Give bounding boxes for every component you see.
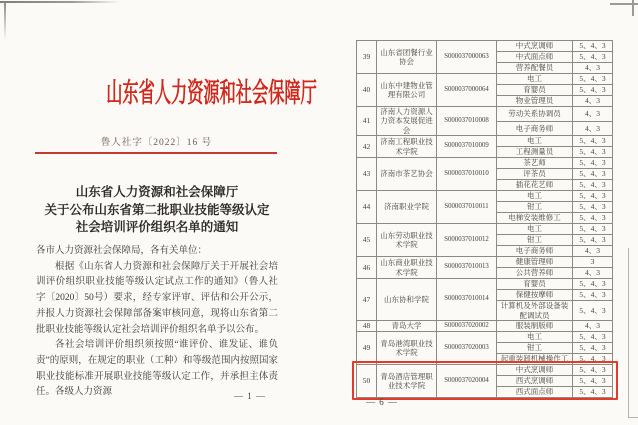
org-table bbox=[356, 40, 613, 398]
levels: 4、3 bbox=[573, 96, 613, 107]
occupation: 电工 bbox=[497, 224, 573, 235]
org-table-body bbox=[357, 41, 613, 398]
levels: 5、4、3 bbox=[573, 169, 613, 180]
table-row bbox=[357, 74, 613, 85]
org-name: 青岛港湾职业技术学院 bbox=[377, 331, 437, 364]
scan-edge-top-left-horizontal bbox=[0, 1, 120, 3]
occupation: 中式面点师 bbox=[497, 52, 573, 63]
red-divider-line bbox=[35, 152, 277, 154]
levels: 5、4、3 bbox=[573, 52, 613, 63]
occupation: 电子商务师 bbox=[497, 121, 573, 136]
levels: 4、3 bbox=[573, 246, 613, 257]
org-code: S000037010013 bbox=[437, 257, 497, 279]
table-row bbox=[357, 107, 613, 122]
org-code: S000037020003 bbox=[437, 331, 497, 364]
occupation: 公共营养师 bbox=[497, 268, 573, 279]
table-row bbox=[357, 158, 613, 169]
org-code: S000037000064 bbox=[437, 74, 497, 107]
occupation: 钳工 bbox=[497, 235, 573, 246]
org-code: S000037010010 bbox=[437, 158, 497, 191]
levels: 5、4、3 bbox=[573, 235, 613, 246]
levels: 5、4、3 bbox=[573, 158, 613, 169]
salutation: 各市人力资源社会保障局，各有关单位： bbox=[36, 246, 208, 256]
org-code: S000037010008 bbox=[437, 107, 497, 136]
org-name: 济南市茶艺协会 bbox=[377, 158, 437, 191]
org-code: S000037000063 bbox=[437, 41, 497, 74]
occupation: 电梯安装维修工 bbox=[497, 213, 573, 224]
org-code: S000037010014 bbox=[437, 279, 497, 321]
org-name: 山东中建物业管理有限公司 bbox=[377, 74, 437, 107]
levels: 5、4、3 bbox=[573, 74, 613, 85]
row-number: 44 bbox=[357, 191, 377, 224]
occupation: 营养配餐员 bbox=[497, 63, 573, 74]
body-paragraph-2: 各社会培训评价组织须按照“谁评价、谁发证、谁负责”的原则，在规定的职业（工种）和等级范围内按照国家职业技能标准开展职业技能等级认定工作，并承担主体责任。各级人力资源 bbox=[36, 340, 278, 398]
org-name: 济南职业学院 bbox=[377, 191, 437, 224]
table-row bbox=[357, 136, 613, 147]
org-name: 山东商业职业技术学院 bbox=[377, 257, 437, 279]
occupation: 中式烹调师 bbox=[497, 41, 573, 52]
levels: 5、4、3 bbox=[573, 147, 613, 158]
occupation: 评茶员 bbox=[497, 169, 573, 180]
body-paragraph-1: 根据《山东省人力资源和社会保障厅关于开展社会培训评价组织职业技能等级认定试点工作的通知》（鲁人社字〔2020〕50号）要求，经专家评审、评估和公开公示，并报人力资源社会保障部备案审核同意，现将山东省第二批职业技能等级认定社会培训评价组织名单予以公布。 bbox=[36, 261, 278, 335]
table-row bbox=[357, 41, 613, 52]
occupation: 物业管理员 bbox=[497, 96, 573, 107]
levels: 5、4、3 bbox=[573, 290, 613, 301]
org-name: 山东省团餐行业协会 bbox=[377, 41, 437, 74]
occupation: 计算机及外部设备装配调试员 bbox=[497, 301, 573, 321]
org-name: 青岛大学 bbox=[377, 320, 437, 331]
table-row bbox=[357, 224, 613, 235]
org-name: 济南人力资源人力资本发展促进会 bbox=[377, 107, 437, 136]
notice-title-line-3: 社会培训评价组织名单的通知 bbox=[75, 220, 239, 234]
occupation: 钳工 bbox=[497, 342, 573, 353]
org-code: S000037020004 bbox=[437, 364, 497, 397]
levels: 5、4、3 bbox=[573, 279, 613, 290]
levels: 5、4、3 bbox=[573, 353, 613, 364]
occupation: 服装制版师 bbox=[497, 320, 573, 331]
levels: 5、4、3 bbox=[573, 191, 613, 202]
row-number: 45 bbox=[357, 224, 377, 257]
agency-red-header bbox=[36, 78, 317, 108]
occupation: 育婴员 bbox=[497, 85, 573, 96]
org-code: S000037020002 bbox=[437, 320, 497, 331]
occupation: 西式面点师 bbox=[497, 386, 573, 397]
scan-edge-top-right-vertical bbox=[632, 0, 634, 16]
page-number-left: — 1 — bbox=[234, 391, 266, 401]
occupation: 插花花艺师 bbox=[497, 180, 573, 191]
occupation: 电子商务师 bbox=[497, 246, 573, 257]
org-name: 青岛酒店管理职业技术学院 bbox=[377, 364, 437, 397]
occupation: 工程测量员 bbox=[497, 147, 573, 158]
occupation: 起重装卸机械操作工 bbox=[497, 353, 573, 364]
agency-red-header-text: 山东省人力资源和社会保障厅 bbox=[106, 78, 317, 108]
levels: 4、3 bbox=[573, 320, 613, 331]
org-code: S000037010009 bbox=[437, 136, 497, 158]
page-number-right: — 6 — bbox=[366, 397, 398, 407]
table-row bbox=[357, 191, 613, 202]
org-code: S000037010012 bbox=[437, 224, 497, 257]
occupation: 电工 bbox=[497, 136, 573, 147]
table-row bbox=[357, 257, 613, 268]
org-code: S000037010011 bbox=[437, 191, 497, 224]
levels: 5、4、3 bbox=[573, 364, 613, 375]
row-number: 49 bbox=[357, 331, 377, 364]
scan-edge-top-left-vertical bbox=[4, 2, 6, 40]
occupation: 电工 bbox=[497, 331, 573, 342]
levels: 5、4、3 bbox=[573, 180, 613, 191]
levels: 5、4、3 bbox=[573, 386, 613, 397]
org-name: 山东劳动职业技术学院 bbox=[377, 224, 437, 257]
org-name: 山东协和学院 bbox=[377, 279, 437, 321]
row-number: 48 bbox=[357, 320, 377, 331]
levels: 5、4、3 bbox=[573, 85, 613, 96]
occupation: 西式烹调师 bbox=[497, 375, 573, 386]
levels: 3 bbox=[573, 257, 613, 268]
notice-body bbox=[36, 244, 278, 401]
scan-edge-bottom-right-vertical bbox=[628, 248, 629, 418]
table-row bbox=[357, 331, 613, 342]
row-number: 40 bbox=[357, 74, 377, 107]
document-number: 鲁人社字〔2022〕16 号 bbox=[100, 138, 213, 148]
levels: 5、4、3 bbox=[573, 375, 613, 386]
levels: 5、4、3 bbox=[573, 136, 613, 147]
levels: 5、4、3 bbox=[573, 224, 613, 235]
occupation: 健康管理师 bbox=[497, 257, 573, 268]
row-number: 42 bbox=[357, 136, 377, 158]
notice-title bbox=[21, 184, 293, 237]
org-name: 济南工程职业技术学院 bbox=[377, 136, 437, 158]
occupation: 电工 bbox=[497, 74, 573, 85]
table-row bbox=[357, 279, 613, 290]
row-number: 41 bbox=[357, 107, 377, 136]
row-number: 46 bbox=[357, 257, 377, 279]
table-row bbox=[357, 364, 613, 375]
row-number: 47 bbox=[357, 279, 377, 321]
scan-edge-bottom-right-horizontal bbox=[628, 417, 638, 418]
levels: 5、4、3 bbox=[573, 213, 613, 224]
notice-title-line-1: 山东省人力资源和社会保障厅 bbox=[75, 185, 239, 199]
occupation: 育婴员 bbox=[497, 279, 573, 290]
notice-title-line-2: 关于公布山东省第二批职业技能等级认定 bbox=[44, 202, 270, 217]
levels: 4、3 bbox=[573, 63, 613, 74]
table-row bbox=[357, 320, 613, 331]
row-number: 39 bbox=[357, 41, 377, 74]
levels: 4、3 bbox=[573, 268, 613, 279]
occupation: 中式烹调师 bbox=[497, 364, 573, 375]
levels: 5、4、3 bbox=[573, 342, 613, 353]
occupation: 保健按摩师 bbox=[497, 290, 573, 301]
row-number: 43 bbox=[357, 158, 377, 191]
levels: 5、4、3 bbox=[573, 331, 613, 342]
occupation: 茶艺师 bbox=[497, 158, 573, 169]
row-number: 50 bbox=[357, 364, 377, 397]
levels: 4、3 bbox=[573, 121, 613, 136]
occupation: 钳工 bbox=[497, 202, 573, 213]
occupation: 劳动关系协调员 bbox=[497, 107, 573, 122]
scan-edge-top-right-horizontal bbox=[610, 3, 638, 5]
levels: 5、4、3 bbox=[573, 41, 613, 52]
levels: 5、4、3 bbox=[573, 301, 613, 321]
levels: 5、4、3 bbox=[573, 202, 613, 213]
occupation: 电工 bbox=[497, 191, 573, 202]
levels: 4、3 bbox=[573, 107, 613, 122]
